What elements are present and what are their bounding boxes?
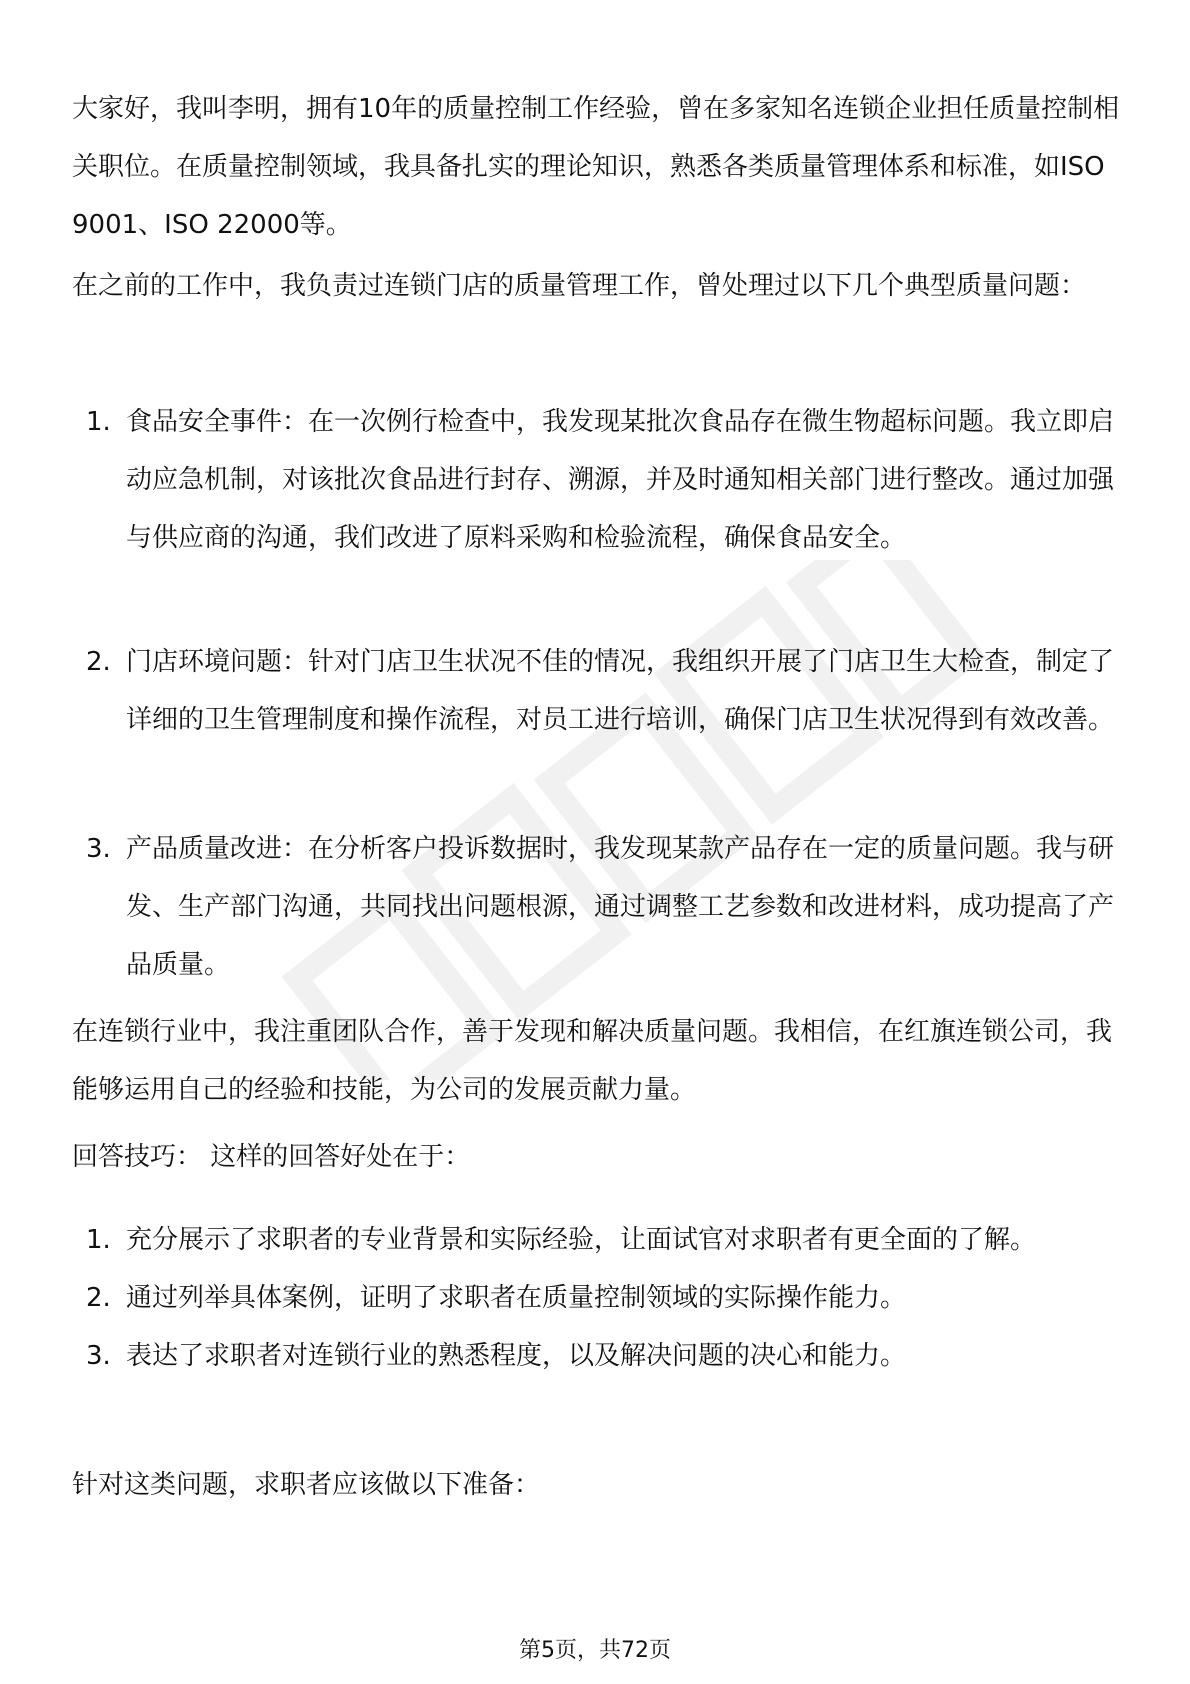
- tip-item: [72, 1327, 1122, 1385]
- preparation-line: 针对这类问题，求职者应该做以下准备：: [72, 1470, 541, 1500]
- tips-list: [72, 1211, 1122, 1385]
- cases-list-2: [72, 633, 1122, 749]
- case-item: [72, 820, 1122, 994]
- tip-number: 1.: [86, 1225, 111, 1255]
- case-text: 产品质量改进：在分析客户投诉数据时，我发现某款产品存在一定的质量问题。我与研发、生产部门沟通，共同找出问题根源，通过调整工艺参数和改进材料，成功提高了产品质量。: [126, 834, 1115, 980]
- tip-number: 3.: [86, 1341, 111, 1371]
- case-text: 食品安全事件：在一次例行检查中，我发现某批次食品存在微生物超标问题。我立即启动应急机制，对该批次食品进行封存、溯源，并及时通知相关部门进行整改。通过加强与供应商的沟通，我们改进了原料采购和检验流程，确保食品安全。: [126, 407, 1115, 553]
- case-number: 3.: [86, 834, 111, 864]
- case-text: 门店环境问题：针对门店卫生状况不佳的情况，我组织开展了门店卫生大检查，制定了详细的卫生管理制度和操作流程，对员工进行培训，确保门店卫生状况得到有效改善。: [126, 647, 1115, 735]
- tip-text: 充分展示了求职者的专业背景和实际经验，让面试官对求职者有更全面的了解。: [126, 1225, 1037, 1255]
- tip-number: 2.: [86, 1283, 111, 1313]
- case-number: 2.: [86, 647, 111, 677]
- tip-text: 通过列举具体案例，证明了求职者在质量控制领域的实际操作能力。: [126, 1283, 907, 1313]
- experience-intro-paragraph: 在之前的工作中，我负责过连锁门店的质量管理工作，曾处理过以下几个典型质量问题：: [72, 271, 1087, 301]
- page-number-footer: 第5页，共72页: [519, 1638, 671, 1663]
- cases-list-3: [72, 820, 1122, 994]
- intro-paragraph: 大家好，我叫李明，拥有10年的质量控制工作经验，曾在多家知名连锁企业担任质量控制相关职位。在质量控制领域，我具备扎实的理论知识，熟悉各类质量管理体系和标准，如ISO 9001、ISO 22000等。: [72, 94, 1120, 240]
- case-item: [72, 633, 1122, 749]
- case-number: 1.: [86, 407, 111, 437]
- tip-item: [72, 1211, 1122, 1269]
- tip-item: [72, 1269, 1122, 1327]
- cases-list: [72, 393, 1122, 567]
- case-item: [72, 393, 1122, 567]
- closing-paragraph: 在连锁行业中，我注重团队合作，善于发现和解决质量问题。我相信，在红旗连锁公司，我能够运用自己的经验和技能，为公司的发展贡献力量。: [72, 1017, 1113, 1105]
- tip-text: 表达了求职者对连锁行业的熟悉程度，以及解决问题的决心和能力。: [126, 1341, 907, 1371]
- tips-heading: 回答技巧： 这样的回答好处在于：: [72, 1142, 471, 1172]
